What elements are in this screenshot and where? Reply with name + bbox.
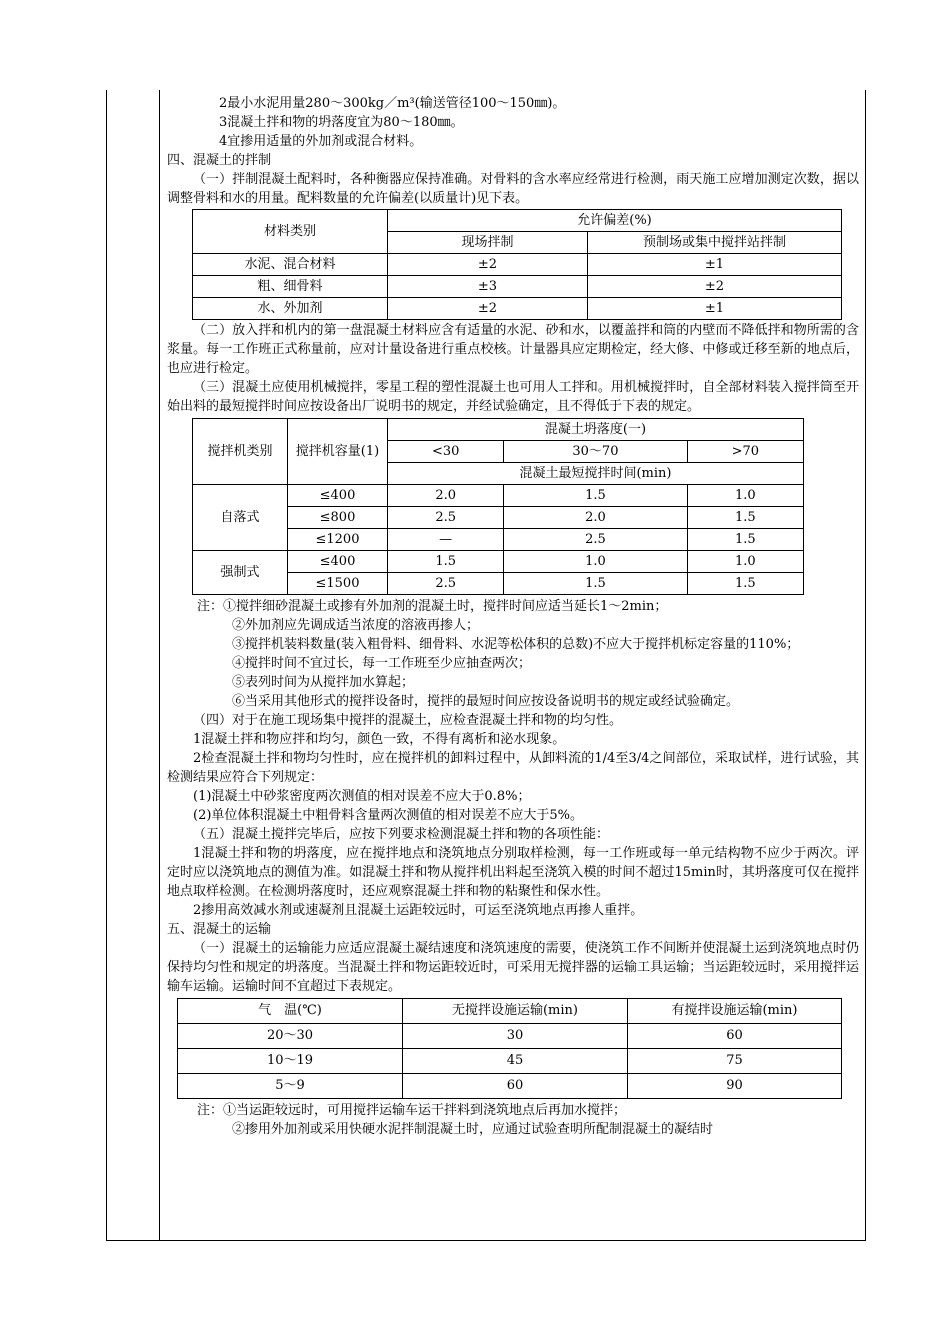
para-4-4-2a: (1)混凝土中砂浆密度两次测值的相对误差不应大于0.8%； [193,789,531,804]
group-free-fall: 自落式 [193,485,288,551]
line-top-2: 3混凝土拌和物的坍落度宜为80～180㎜。 [219,115,464,130]
mixing-time-table [192,418,804,595]
para-4-3: （三）混凝土应使用机械搅拌，零星工程的塑性混凝土也可用人工拌和。用机械搅拌时，自全部材料装入搅拌筒至开始出料的最短搅拌时间应按设备出厂说明书的规定，并经试验确定，且不得低于下表的规定。 [167,380,859,414]
para-4-5-2: 2掺用高效减水剂或速凝剂且混凝土运距较远时，可运至浇筑地点再掺人重拌。 [193,903,644,918]
th-slump: 混凝土坍落度(一) [388,419,804,441]
th-slump-c1: <30 [388,441,504,463]
table-row [193,298,842,320]
cell: ±3 [388,276,588,298]
line-top-3: 4宜掺用适量的外加剂或混合材料。 [219,134,423,149]
para-4-1: （一）拌制混凝土配料时，各种衡器应保持准确。对骨料的含水率应经常进行检测，雨天施工应增加测定次数，据以调整骨料和水的用量。配料数量的允许偏差(以质量计)见下表。 [167,172,859,206]
left-column [107,90,160,1240]
th-no-agitator: 无搅拌设施运输(min) [403,999,628,1024]
table-row [193,485,804,507]
th-material: 材料类别 [193,210,388,254]
transport-time-table [177,998,842,1099]
th-mixer-capacity: 搅拌机容量(1) [288,419,388,485]
section4-title: 四、混凝土的拌制 [167,153,272,168]
table-row [178,1049,842,1074]
note-2-5: ⑤表列时间为从搅拌加水算起； [232,675,415,690]
para-4-4-1: 1混凝土拌和物应拌和均匀，颜色一致，不得有离析和泌水现象。 [193,732,566,747]
cell: — [388,529,504,551]
cell: 1.5 [687,507,803,529]
para-4-5-1: 1混凝土拌和物的坍落度，应在搅拌地点和浇筑地点分别取样检测，每一工作班或每一单元结构物不应少于两次。评定时应以浇筑地点的测值为准。如混凝土拌和物从搅拌机出料起至浇筑入模的时间不超过15min时，其坍落度可仅在搅拌地点取样检测。在检测坍落度时，还应观察混凝土拌和物的粘聚性和保水性。 [167,846,859,899]
cell: 1.0 [687,485,803,507]
note-2-4: ④搅拌时间不宜过长，每一工作班至少应抽查两次； [232,656,532,671]
batching-tolerance-table [192,209,842,320]
cell: 2.0 [388,485,504,507]
note-3-2: ②掺用外加剂或采用快硬水泥拌制混凝土时，应通过试验查明所配制混凝土的凝结时 [232,1122,714,1137]
note-2-1: 注：①搅拌细砂混凝土或掺有外加剂的混凝土时，搅拌时间应适当延长1～2min； [197,599,668,614]
th-mixer-type: 搅拌机类别 [193,419,288,485]
document-frame [106,90,866,1241]
cell: ≤400 [288,551,388,573]
line-top-1: 2最小水泥用量280～300kg／m³(输送管径100～150㎜)。 [219,96,566,111]
group-forced: 强制式 [193,551,288,595]
th-plant: 预制场或集中搅拌站拌制 [588,232,842,254]
cell: 1.5 [504,485,687,507]
para-4-2: （二）放入拌和机内的第一盘混凝土材料应含有适量的水泥、砂和水，以覆盖拌和筒的内壁而不降低拌和物所需的含浆量。每一工作班正式称量前，应对计量设备进行重点校核。计量器具应定期检定，经大修、中修或迁移至新的地点后，也应进行检定。 [167,323,859,376]
th-min-time: 混凝土最短搅拌时间(min) [388,463,804,485]
para-4-4-2: 2检查混凝土拌和物均匀性时，应在搅拌机的卸料过程中，从卸料流的1/4至3/4之间部位，采取试样，进行试验，其检测结果应符合下列规定： [167,751,859,785]
cell: 1.5 [687,573,803,595]
para-4-5: （五）混凝土搅拌完毕后，应按下列要求检测混凝土拌和物的各项性能： [193,827,610,842]
cell: ±2 [388,254,588,276]
cell: 水泥、混合材料 [193,254,388,276]
content-area [167,94,859,1139]
table-row [193,276,842,298]
cell: 45 [403,1049,628,1074]
cell: 1.5 [388,551,504,573]
cell: ±1 [588,254,842,276]
cell: 5～9 [178,1074,403,1099]
cell: 90 [628,1074,842,1099]
cell: 20～30 [178,1024,403,1049]
para-4-4: （四）对于在施工现场集中搅拌的混凝土，应检查混凝土拌和物的均匀性。 [193,713,623,728]
note-2-2: ②外加剂应先调成适当浓度的溶液再掺人； [232,618,480,633]
th-with-agitator: 有搅拌设施运输(min) [628,999,842,1024]
cell: 粗、细骨料 [193,276,388,298]
th-temperature: 气 温(℃) [178,999,403,1024]
cell: ±1 [588,298,842,320]
th-slump-c3: >70 [687,441,803,463]
note-3-1: 注：①当运距较远时，可用搅拌运输车运干拌料到浇筑地点后再加水搅拌； [197,1103,627,1118]
cell: 1.0 [504,551,687,573]
table-row [193,254,842,276]
cell: 1.0 [687,551,803,573]
cell: 60 [628,1024,842,1049]
para-5-1: （一）混凝土的运输能力应适应混凝土凝结速度和浇筑速度的需要，使浇筑工作不间断并使混凝土运到浇筑地点时仍保持均匀性和规定的坍落度。当混凝土拌和物运距较近时，可采用无搅拌器的运输工具运输；当运距较远时，采用搅拌运输车运输。运输时间不宜超过下表规定。 [167,941,859,994]
cell: 水、外加剂 [193,298,388,320]
th-site: 现场拌制 [388,232,588,254]
cell: ≤1500 [288,573,388,595]
cell: ≤400 [288,485,388,507]
cell: ≤1200 [288,529,388,551]
table-row [178,1074,842,1099]
cell: 1.5 [504,573,687,595]
table-row [193,551,804,573]
cell: 10～19 [178,1049,403,1074]
cell: 30 [403,1024,628,1049]
note-2-3: ③搅拌机装料数量(装入粗骨料、细骨料、水泥等松体积的总数)不应大于搅拌机标定容量的110%； [232,637,800,652]
cell: 2.5 [388,507,504,529]
cell: ≤800 [288,507,388,529]
para-4-4-2b: (2)单位体积混凝土中粗骨料含量两次测值的相对误差不应大于5%。 [193,808,584,823]
cell: 2.5 [504,529,687,551]
section5-title: 五、混凝土的运输 [167,922,272,937]
th-slump-c2: 30～70 [504,441,687,463]
cell: 2.5 [388,573,504,595]
th-tolerance: 允许偏差(%) [388,210,842,232]
cell: 1.5 [687,529,803,551]
note-2-6: ⑥当采用其他形式的搅拌设备时，搅拌的最短时间应按设备说明书的规定或经试验确定。 [232,694,740,709]
cell: 75 [628,1049,842,1074]
cell: ±2 [388,298,588,320]
cell: 2.0 [504,507,687,529]
cell: ±2 [588,276,842,298]
table-row [178,1024,842,1049]
cell: 60 [403,1074,628,1099]
